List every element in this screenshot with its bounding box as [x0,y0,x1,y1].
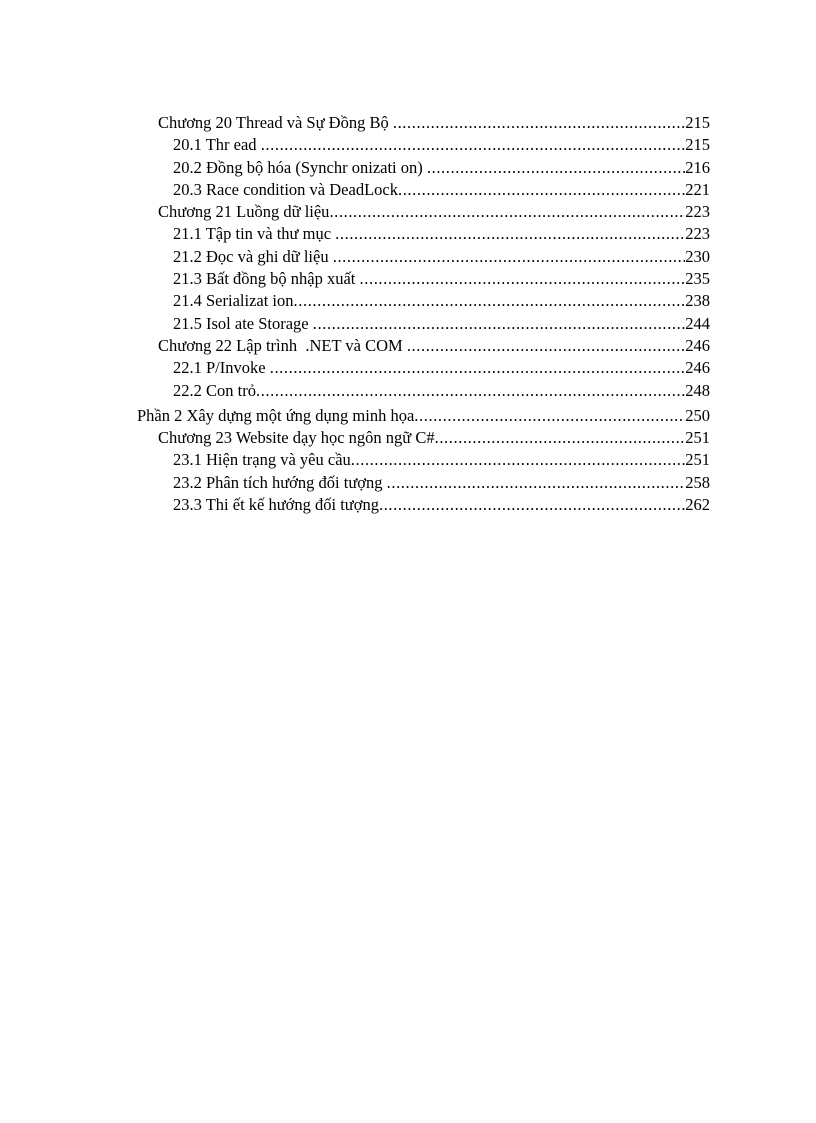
toc-dot-leader [379,494,685,516]
toc-entry-page: 223 [685,202,710,222]
toc-dot-leader [427,157,685,179]
toc-entry-title: 21.3 Bất đồng bộ nhập xuất [173,269,360,289]
toc-dot-leader [387,472,686,494]
toc-dot-leader [333,246,686,268]
toc-entry-page: 262 [685,495,710,515]
toc-entry-page: 258 [685,472,710,492]
toc-entry-title: 23.2 Phân tích hướng đối tượng [173,472,387,492]
toc-entry-title: 21.4 Serializat ion [173,291,294,311]
toc-entry-title: 23.1 Hiện trạng và yêu cầu [173,450,351,470]
toc-entry-title: 20.3 Race condition và DeadLock [173,179,398,199]
toc-entry-page: 244 [685,313,710,333]
toc-dot-leader [294,290,686,312]
toc-entry-title: 20.1 Thr ead [173,135,261,155]
toc-entry-page: 223 [685,224,710,244]
toc-entry[interactable] [173,134,710,156]
toc-entry[interactable] [173,246,710,268]
toc-dot-leader [329,201,685,223]
toc-entry[interactable] [158,335,710,357]
toc-entry-title: 22.2 Con trỏ [173,380,256,400]
toc-entry[interactable] [173,472,710,494]
toc-entry-page: 248 [685,380,710,400]
toc-entry[interactable] [173,494,710,516]
toc-dot-leader [398,179,685,201]
toc-entry-page: 246 [685,335,710,355]
toc-dot-leader [360,268,686,290]
toc-entry[interactable] [158,201,710,223]
toc-dot-leader [407,335,685,357]
toc-dot-leader [414,405,685,427]
toc-entry-title: 22.1 P/Invoke [173,358,270,378]
toc-entry[interactable] [173,268,710,290]
toc-entry-page: 238 [685,291,710,311]
toc-dot-leader [261,134,686,156]
toc-entry-title: Chương 22 Lập trình .NET và COM [158,335,407,355]
toc-entry[interactable] [158,112,710,134]
toc-entry-title: 20.2 Đồng bộ hóa (Synchr onizati on) [173,157,427,177]
toc-dot-leader [435,427,686,449]
toc-entry[interactable] [173,223,710,245]
toc-entry-page: 215 [685,113,710,132]
toc-entry-title: 21.2 Đọc và ghi dữ liệu [173,246,333,266]
toc-dot-leader [256,380,685,402]
table-of-contents [137,112,710,516]
toc-entry-title: Chương 21 Luồng dữ liệu [158,202,330,222]
toc-entry-page: 246 [685,358,710,378]
toc-entry-title: 23.3 Thi ết kế hướng đối tượng [173,495,379,515]
toc-entry-page: 216 [685,157,710,177]
toc-entry[interactable] [173,380,710,402]
toc-dot-leader [313,313,685,335]
toc-entry-title: Chương 20 Thread và Sự Đồng Bộ [158,113,393,132]
toc-entry-title: 21.1 Tập tin và thư mục [173,224,336,244]
toc-dot-leader [393,112,685,134]
toc-entry-title: Chương 23 Website dạy học ngôn ngữ C# [158,428,435,448]
toc-entry-title: 21.5 Isol ate Storage [173,313,313,333]
toc-entry-page: 251 [685,450,710,470]
toc-entry[interactable] [173,179,710,201]
toc-entry[interactable] [137,405,710,427]
toc-entry[interactable] [173,449,710,471]
toc-entry[interactable] [158,427,710,449]
toc-entry-page: 251 [685,428,710,448]
toc-entry-title: Phần 2 Xây dựng một ứng dụng minh họa [137,405,415,425]
toc-entry-page: 250 [685,405,710,425]
toc-entry[interactable] [173,313,710,335]
toc-dot-leader [335,223,685,245]
toc-dot-leader [270,357,686,379]
toc-entry[interactable] [173,157,710,179]
toc-dot-leader [351,449,685,471]
toc-entry-page: 230 [685,246,710,266]
toc-entry-page: 215 [685,135,710,155]
toc-entry[interactable] [173,290,710,312]
toc-entry[interactable] [173,357,710,379]
toc-entry-page: 235 [685,269,710,289]
toc-entry-page: 221 [685,179,710,199]
